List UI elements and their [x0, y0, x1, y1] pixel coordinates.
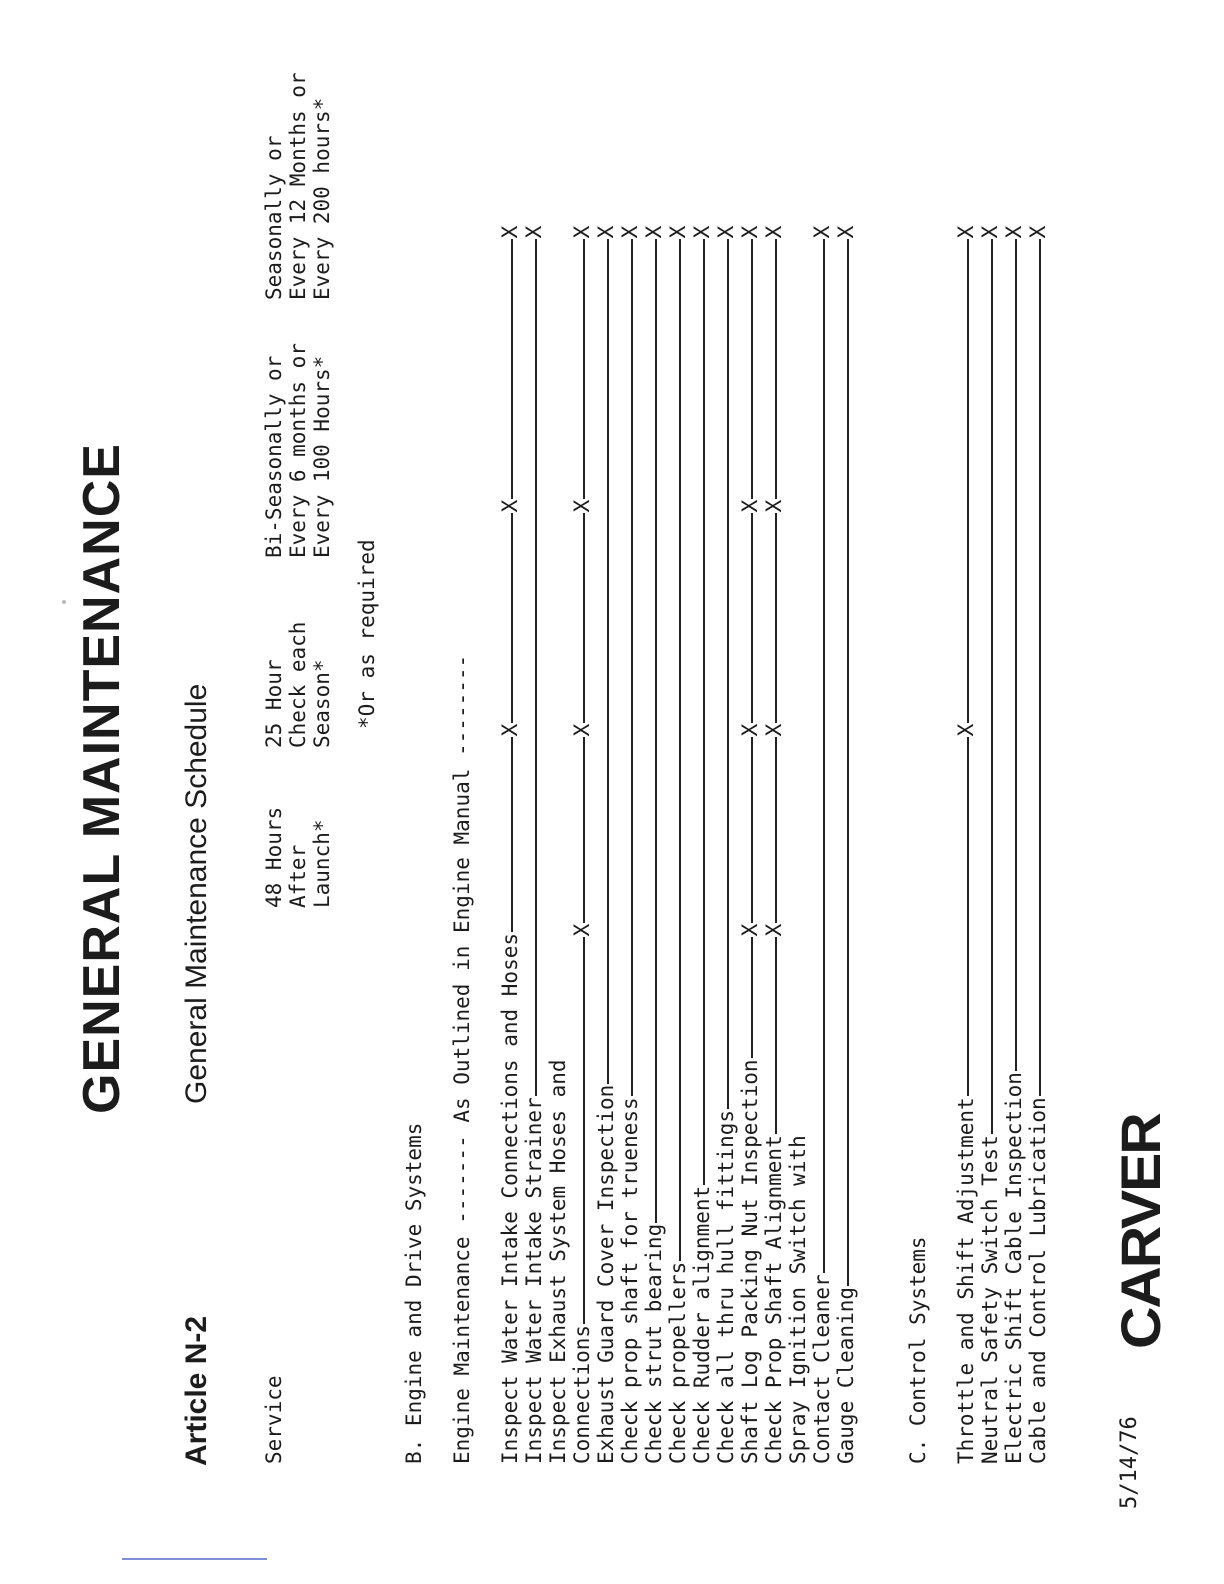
- service-label: Contact Cleaner: [810, 1274, 834, 1464]
- schedule-row: [762, 0, 786, 1584]
- schedule-row: [642, 0, 666, 1584]
- interval-check-mark: X: [738, 923, 762, 937]
- footnote: *Or as required: [355, 539, 379, 729]
- interval-check-mark: X: [594, 225, 618, 239]
- schedule-row: [834, 0, 858, 1584]
- interval-biseasonal-header: Bi-Seasonally or Every 6 months or Every 100 Hours*: [262, 343, 334, 558]
- scan-edge-mark: [122, 1558, 267, 1560]
- leader-line: [823, 232, 825, 1444]
- schedule-row: [594, 0, 618, 1584]
- interval-check-mark: X: [714, 225, 738, 239]
- service-label: Check propellers: [666, 1261, 690, 1464]
- schedule-title: General Maintenance Schedule: [180, 683, 213, 1104]
- interval-check-mark: X: [642, 225, 666, 239]
- interval-check-mark: X: [666, 225, 690, 239]
- service-label: Gauge Cleaning: [834, 1286, 858, 1464]
- schedule-row: [522, 0, 546, 1584]
- carver-logo: CARVER: [1109, 1114, 1172, 1349]
- interval-check-mark: X: [762, 225, 786, 239]
- interval-check-mark: X: [762, 499, 786, 513]
- interval-check-mark: X: [1002, 225, 1026, 239]
- interval-check-mark: X: [978, 225, 1002, 239]
- interval-check-mark: X: [738, 723, 762, 737]
- interval-check-mark: X: [522, 225, 546, 239]
- interval-check-mark: X: [738, 499, 762, 513]
- service-label: Shaft Log Packing Nut Inspection: [738, 1059, 762, 1464]
- service-label: Cable and Control Lubrication: [1026, 1097, 1050, 1464]
- schedule-row: [786, 0, 810, 1584]
- service-label: Inspect Water Intake Strainer: [522, 1097, 546, 1464]
- interval-check-mark: X: [954, 723, 978, 737]
- interval-seasonal-header: Seasonally or Every 12 Months or Every 200 hours*: [262, 72, 334, 300]
- schedule-row: [546, 0, 570, 1584]
- scan-speck: [62, 600, 66, 604]
- schedule-row: [1026, 0, 1050, 1584]
- interval-check-mark: X: [1026, 225, 1050, 239]
- schedule-row: [666, 0, 690, 1584]
- service-label: Check strut bearing: [642, 1223, 666, 1464]
- section-c-title: C. Control Systems: [906, 1236, 930, 1464]
- service-label: Exhaust Guard Cover Inspection: [594, 1084, 618, 1464]
- interval-check-mark: X: [834, 225, 858, 239]
- schedule-row: [810, 0, 834, 1584]
- interval-check-mark: X: [498, 225, 522, 239]
- service-label: Inspect Exhaust System Hoses and: [546, 1059, 570, 1464]
- interval-check-mark: X: [738, 225, 762, 239]
- page-title: GENERAL MAINTENANCE: [73, 443, 131, 1114]
- interval-check-mark: X: [954, 225, 978, 239]
- schedule-row: [738, 0, 762, 1584]
- interval-25-header: 25 Hour Check each Season*: [262, 621, 334, 748]
- schedule-row: [690, 0, 714, 1584]
- interval-check-mark: X: [762, 923, 786, 937]
- interval-check-mark: X: [810, 225, 834, 239]
- service-label: Check prop shaft for trueness: [618, 1097, 642, 1464]
- document-date: 5/14/76: [1117, 1416, 1142, 1509]
- leader-line: [583, 232, 585, 1444]
- interval-check-mark: X: [690, 225, 714, 239]
- schedule-row: [978, 0, 1002, 1584]
- interval-check-mark: X: [570, 225, 594, 239]
- interval-check-mark: X: [762, 723, 786, 737]
- section-b-title: B. Engine and Drive Systems: [402, 1122, 426, 1464]
- schedule-row: [714, 0, 738, 1584]
- interval-check-mark: X: [498, 723, 522, 737]
- service-column-header: Service: [262, 1375, 286, 1464]
- service-label: Spray Ignition Switch with: [786, 1135, 810, 1464]
- service-label: Check all thru hull fittings: [714, 1109, 738, 1464]
- schedule-row: [954, 0, 978, 1584]
- interval-check-mark: X: [570, 499, 594, 513]
- article-number: Article N-2: [180, 1315, 213, 1466]
- service-label: Check Prop Shaft Alignment: [762, 1135, 786, 1464]
- schedule-row: [570, 0, 594, 1584]
- interval-check-mark: X: [498, 499, 522, 513]
- interval-check-mark: X: [570, 723, 594, 737]
- interval-check-mark: X: [570, 923, 594, 937]
- service-label: Inspect Water Intake Connections and Hoses: [498, 932, 522, 1464]
- schedule-row: [498, 0, 522, 1584]
- interval-check-mark: X: [618, 225, 642, 239]
- service-label: Check Rudder alignment: [690, 1185, 714, 1464]
- service-label: Throttle and Shift Adjustment: [954, 1097, 978, 1464]
- service-label: Electric Shift Cable Inspection: [1002, 1072, 1026, 1464]
- service-label: Neutral Safety Switch Test: [978, 1135, 1002, 1464]
- schedule-row: [1002, 0, 1026, 1584]
- interval-48-header: 48 Hours After Launch*: [262, 806, 334, 908]
- engine-maintenance-note: Engine Maintenance ------- As Outlined in Engine Manual --------: [450, 654, 474, 1464]
- schedule-row: [618, 0, 642, 1584]
- service-label: Connections: [570, 1324, 594, 1464]
- leader-line: [847, 232, 849, 1444]
